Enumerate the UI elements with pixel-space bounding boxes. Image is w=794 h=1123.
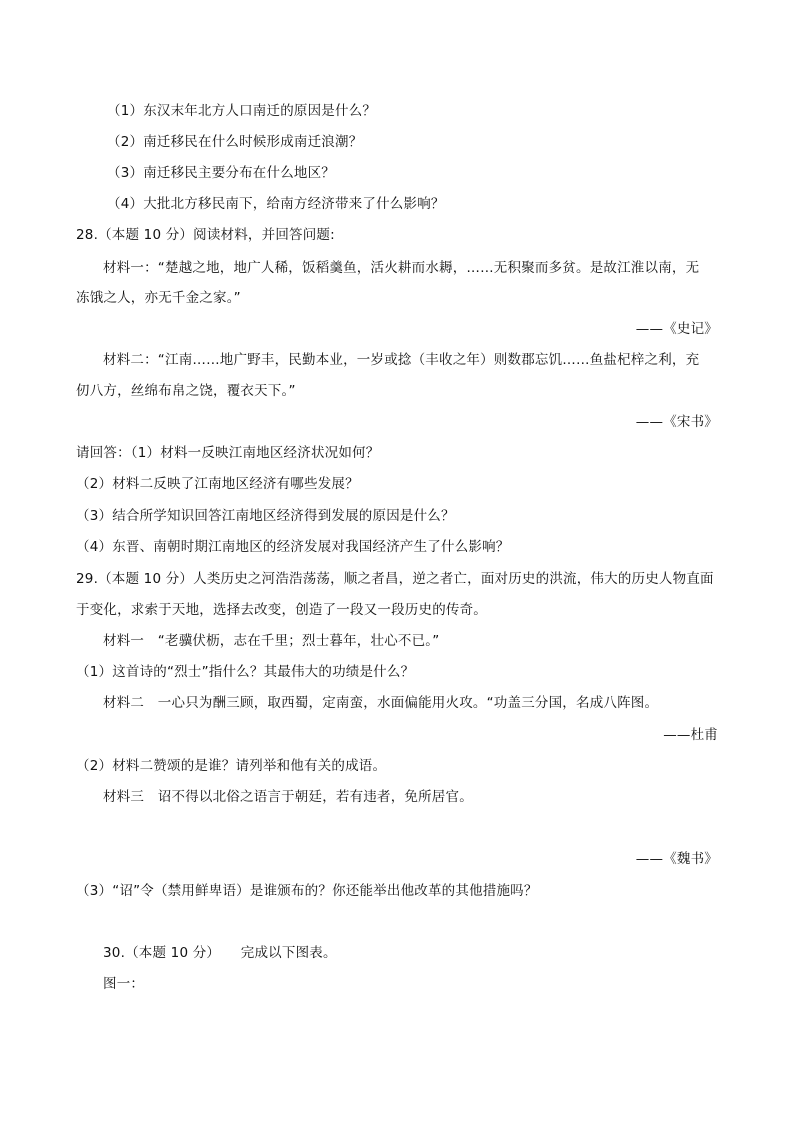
q28-material1-source: ——《史记》 bbox=[635, 321, 718, 337]
q28-sub2: （2）材料二反映了江南地区经济有哪些发展？ bbox=[76, 476, 359, 492]
q28-sub4: （4）东晋、南朝时期江南地区的经济发展对我国经济产生了什么影响？ bbox=[76, 539, 510, 555]
q27-sub1: （1）东汉末年北方人口南迁的原因是什么？ bbox=[107, 103, 377, 119]
q29-material1: 材料一 “老骥伏枥，志在千里；烈士暮年，壮心不已。” bbox=[103, 633, 440, 649]
q27-sub4: （4）大批北方移民南下，给南方经济带来了什么影响？ bbox=[107, 196, 445, 212]
q29-intro-line2: 于变化，求索于天地，选择去改变，创造了一段又一段历史的传奇。 bbox=[76, 602, 487, 618]
q28-material2-line2: 仞八方，丝绵布帛之饶，覆衣天下。” bbox=[76, 383, 296, 399]
q27-sub3: （3）南迁移民主要分布在什么地区？ bbox=[107, 165, 335, 181]
q28-sub3: （3）结合所学知识回答江南地区经济得到发展的原因是什么？ bbox=[76, 508, 455, 524]
q29-intro-line1: 29.（本题 10 分）人类历史之河浩浩荡荡，顺之者昌，逆之者亡，面对历史的洪流，伟大的历史人物直面 bbox=[76, 571, 714, 587]
q29-sub3: （3）“诏”令（禁用鲜卑语）是谁颁布的？你还能举出他改革的其他措施吗？ bbox=[76, 883, 538, 899]
q29-sub1: （1）这首诗的“烈士”指什么？其最伟大的功绩是什么？ bbox=[76, 664, 415, 680]
q28-material2-source: ——《宋书》 bbox=[635, 414, 718, 430]
q28-material1-line1: 材料一：“楚越之地，地广人稀，饭稻羹鱼，活火耕而水耨，……无积聚而多贫。是故江淮以南，无 bbox=[103, 260, 700, 276]
q28-material2-line1: 材料二：“江南……地广野丰，民勤本业，一岁或捻（丰收之年）则数郡忘饥……鱼盐杞梓之利，充 bbox=[103, 352, 700, 368]
q30-heading: 30.（本题 10 分） 完成以下图表。 bbox=[103, 945, 337, 961]
q28-sub1: 请回答：（1）材料一反映江南地区经济状况如何？ bbox=[76, 445, 380, 461]
q29-sub2: （2）材料二赞颂的是谁？请列举和他有关的成语。 bbox=[76, 758, 387, 774]
q30-figure1-label: 图一： bbox=[103, 976, 145, 992]
q28-material1-line2: 冻饿之人，亦无千金之家。” bbox=[76, 290, 241, 306]
q27-sub2: （2）南迁移民在什么时候形成南迁浪潮？ bbox=[107, 134, 363, 150]
q29-material3-source: ——《魏书》 bbox=[635, 851, 718, 867]
q29-material2: 材料二 一心只为酬三顾，取西蜀，定南蛮，水面偏能用火攻。“功盖三分国，名成八阵图。 bbox=[103, 695, 659, 711]
q28-heading: 28.（本题 10 分）阅读材料，并回答问题: bbox=[76, 227, 335, 243]
q29-material3: 材料三 诏不得以北俗之语言于朝廷，若有违者，免所居官。 bbox=[103, 789, 473, 805]
q29-material2-source: ——杜甫 bbox=[663, 727, 718, 743]
